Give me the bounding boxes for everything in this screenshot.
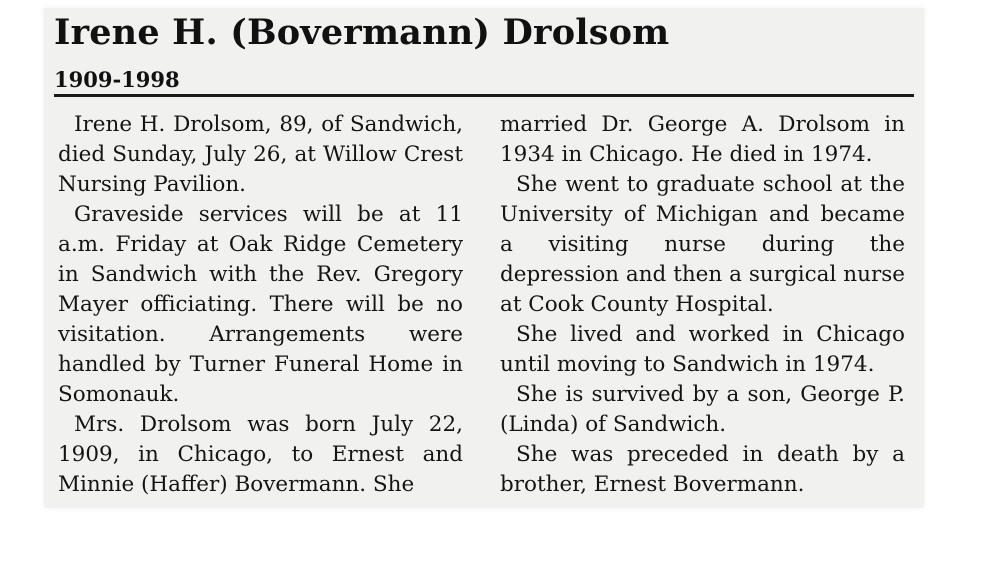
paragraph-services: Graveside services will be at 11 a.m. Friday at Oak Ridge Cemetery in Sandwich with the Rev. Gregory Mayer officiating. There will be no visitation. Arrangements were handled by Turner Funeral Home in Somonauk. bbox=[58, 202, 463, 407]
text-column-left bbox=[58, 110, 463, 500]
paragraph-marriage: married Dr. George A. Drolsom in 1934 in Chicago. He died in 1974. bbox=[500, 112, 905, 167]
paragraph-career: She went to graduate school at the University of Michigan and became a visiting nurse during the depression and then a surgical nurse at Cook County Hospital. bbox=[500, 172, 905, 317]
text-column-right bbox=[500, 110, 905, 500]
obituary-headline: Irene H. (Bovermann) Drolsom bbox=[54, 12, 670, 53]
paragraph-birth: Mrs. Drolsom was born July 22, 1909, in Chicago, to Ernest and Minnie (Haffer) Bovermann. She bbox=[58, 412, 463, 497]
paragraph-preceded: She was preceded in death by a brother, Ernest Bovermann. bbox=[500, 442, 905, 497]
obituary-clipping bbox=[44, 8, 924, 508]
paragraph-residence: She lived and worked in Chicago until moving to Sandwich in 1974. bbox=[500, 322, 905, 377]
paragraph-survivors: She is survived by a son, George P. (Linda) of Sandwich. bbox=[500, 382, 905, 437]
life-years: 1909-1998 bbox=[54, 67, 180, 92]
headline-rule bbox=[54, 94, 914, 97]
paragraph-death-notice: Irene H. Drolsom, 89, of Sandwich, died Sunday, July 26, at Willow Crest Nursing Pavilion. bbox=[58, 112, 463, 197]
